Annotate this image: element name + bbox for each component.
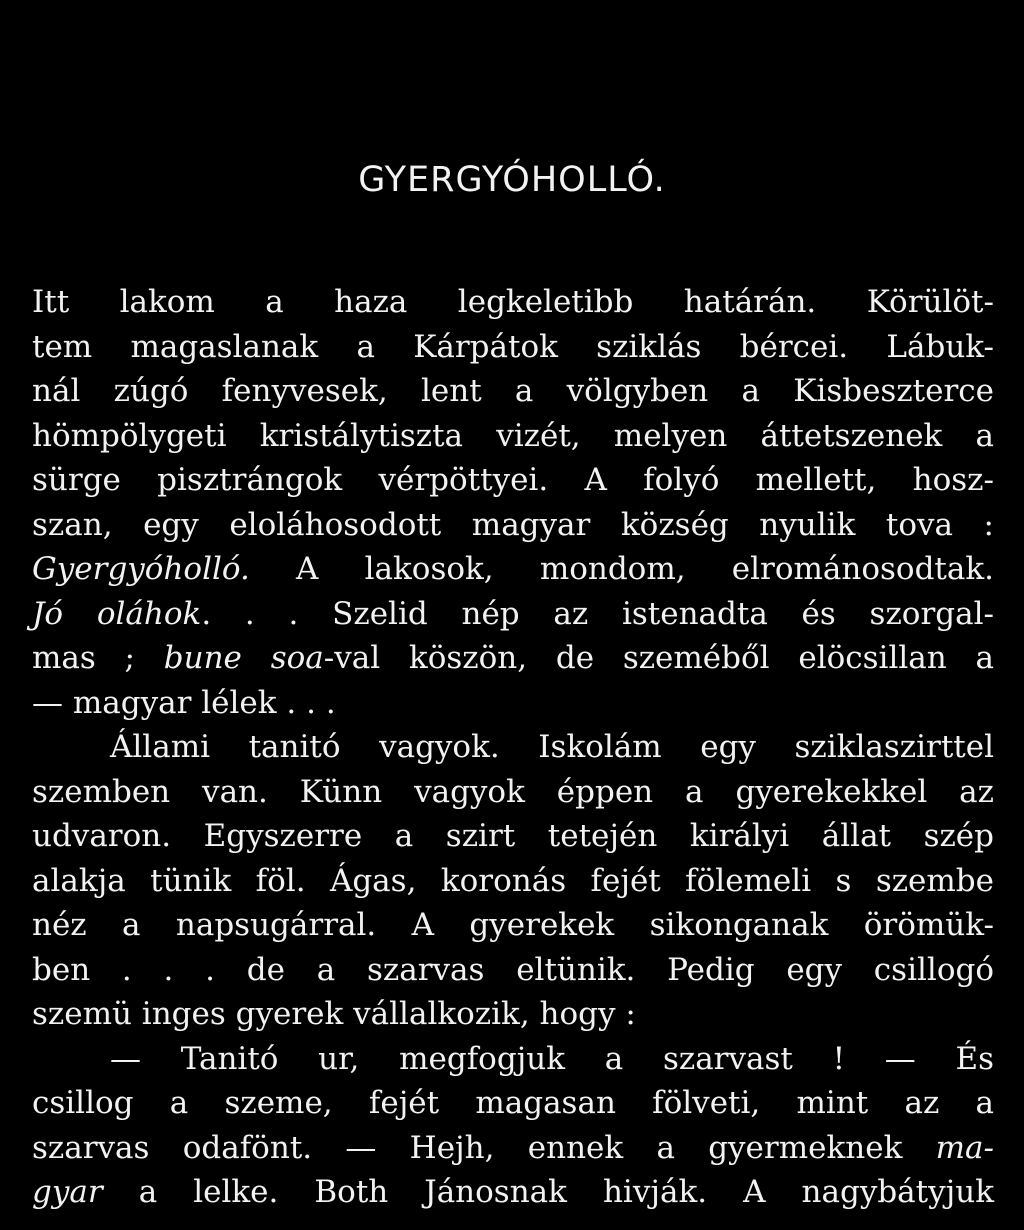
text-line: alakja tünik föl. Ágas, koronás fejét fölemeli s szembe — [32, 862, 994, 899]
text-line — [32, 547, 994, 592]
text-line: tem magaslanak a Kárpátok sziklás bércei. Lábuk- — [32, 328, 994, 365]
text-segment: a lelke. Both Jánosnak hivják. A nagybátyjuk — [102, 1174, 994, 1210]
text-line: sürge pisztrángok vérpöttyei. A folyó mellett, hosz- — [32, 462, 994, 498]
italic-greeting-word: soa — [270, 640, 324, 676]
text-line: — Tanitó ur, megfogjuk a szarvast ! — És — [110, 1040, 994, 1077]
chapter-title: GYERGYÓHOLLÓ. — [358, 160, 666, 200]
italic-word: gyar — [32, 1174, 103, 1210]
text-segment: -val köszön, de szeméből elöcsillan a — [323, 640, 994, 676]
text-segment — [242, 640, 271, 676]
text-line — [32, 636, 994, 681]
text-segment: szarvas odafönt. — Hejh, ennek a gyermeknek — [32, 1129, 903, 1166]
italic-place-name: Gyergyóholló. — [32, 551, 250, 587]
text-line: Állami tanitó vagyok. Iskolám egy sziklaszirttel — [110, 729, 994, 765]
body-text — [32, 280, 994, 1215]
text-line: néz a napsugárral. A gyerekek sikonganak örömük- — [32, 907, 994, 943]
text-line: ben . . . de a szarvas eltünik. Pedig egy csillogó — [32, 951, 994, 988]
text-line: — magyar lélek . . . — [32, 684, 336, 721]
text-segment: mas ; — [32, 640, 164, 676]
text-line: szemü inges gyerek vállalkozik, hogy : — [32, 996, 636, 1032]
text-line: szemben van. Künn vagyok éppen a gyerekekkel az — [32, 773, 994, 810]
text-line — [32, 592, 994, 637]
text-line: szan, egy eloláhosodott magyar község nyulik tova : — [32, 506, 994, 543]
text-line: csillog a szeme, fejét magasan fölveti, mint az a — [32, 1085, 994, 1121]
text-line: Itt lakom a haza legkeletibb határán. Körülöt- — [32, 284, 994, 320]
text-line — [32, 1170, 994, 1215]
italic-greeting-word: bune — [163, 640, 242, 676]
text-line: hömpölygeti kristálytiszta vizét, melyen áttetszenek a — [32, 417, 994, 454]
text-segment: A lakosok, mondom, elrománosodtak. — [249, 551, 994, 587]
italic-phrase: Jó oláhok — [32, 595, 202, 632]
italic-word: ma- — [935, 1129, 994, 1166]
text-line: nál zúgó fenyvesek, lent a völgyben a Kisbeszterce — [32, 373, 994, 409]
text-line: udvaron. Egyszerre a szirt tetején királyi állat szép — [32, 818, 994, 854]
text-line — [32, 1126, 994, 1171]
text-segment: . . . Szelid nép az istenadta és szorgal- — [201, 595, 994, 632]
